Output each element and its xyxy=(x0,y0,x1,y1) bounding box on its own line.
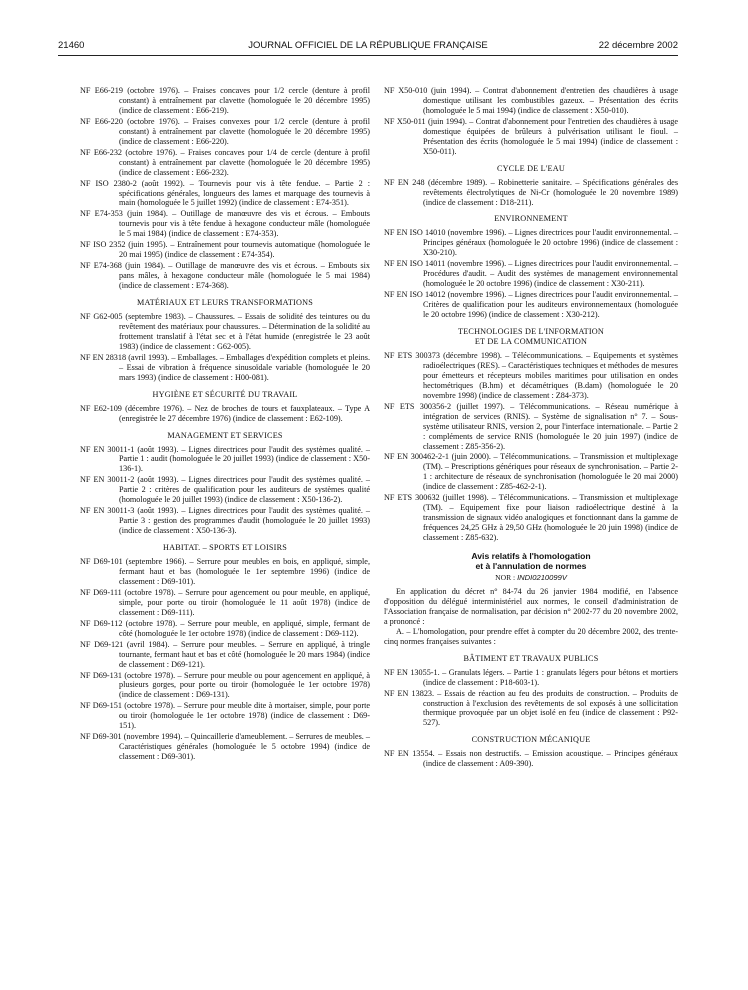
section-heading xyxy=(80,298,370,308)
page-number: 21460 xyxy=(58,40,85,51)
standard-entry: NF D69-112 (octobre 1978). – Serrure pour meuble, en appliqué, simple, fermant de côté (homologuée le 1er octobre 1978) (indice de classement : D69-112). xyxy=(80,618,370,638)
standard-entry: NF D69-121 (avril 1984). – Serrure pour meubles. – Serrure en appliqué, à tringle tournante, fermant haut et bas et côté (homologuée le 20 mars 1984) (indice de classement : D69-121). xyxy=(80,639,370,669)
standard-entry: NF E66-219 (octobre 1976). – Fraises concaves pour 1/2 cercle (denture à profil constant) à entraînement par clavette (homologuée le 20 décembre 1995) (indice de classement : E66-219). xyxy=(80,86,370,115)
section-heading-text: HABITAT. – SPORTS ET LOISIRS xyxy=(162,543,287,553)
left-column xyxy=(80,86,370,763)
nor-label: NOR : xyxy=(495,573,518,583)
standard-entry: NF EN 13823. – Essais de réaction au feu des produits de construction. – Produits de construction à l'exclusion des revêtements de sol exposés à une sollicitation thermique provoquée par un objet isolé en feu (indice de classement : P92-527). xyxy=(384,688,678,728)
journal-title: JOURNAL OFFICIEL DE LA RÉPUBLIQUE FRANÇAISE xyxy=(248,40,488,51)
standard-entry: NF D69-131 (octobre 1978). – Serrure pour meuble ou pour agencement en appliqué, à plusieurs gorges, pour porte ou tiroir (homologuée le 1er octobre 1978) (indice de classement : D69-131). xyxy=(80,670,370,700)
section-heading xyxy=(384,214,678,224)
standard-entry: NF EN ISO 14010 (novembre 1996). – Lignes directrices pour l'audit environnemental. – Principes généraux (homologuée le 20 octobre 1996) (indice de classement : X30-210). xyxy=(384,228,678,258)
notice-title xyxy=(384,551,678,571)
notice-title-line: Avis relatifs à l'homologation xyxy=(471,551,591,562)
section-heading-text: MANAGEMENT ET SERVICES xyxy=(167,430,283,440)
standard-entry: NF E74-368 (juin 1984). – Outillage de manœuvre des vis et écrous. – Embouts six pans mâles, à hexagone conducteur mâle (homologuée le 5 mai 1984) (indice de classement : E74-368). xyxy=(80,261,370,291)
standard-entry: NF EN 30011-3 (août 1993). – Lignes directrices pour l'audit des systèmes qualité. – Partie 3 : gestion des programmes d'audit (homologuée le 20 juillet 1993) (indice de classement : X50-136-3). xyxy=(80,506,370,536)
standard-entry: NF EN ISO 14011 (novembre 1996). – Lignes directrices pour l'audit environnemental. – Procédures d'audit. – Audit des systèmes de management environnemental (homologuée le 20 octobre 1996) (indice de classement : X30-211). xyxy=(384,259,678,289)
section-heading xyxy=(80,390,370,400)
section-heading-text: CONSTRUCTION MÉCANIQUE xyxy=(471,735,591,745)
section-heading-text: CYCLE DE L'EAU xyxy=(497,163,565,173)
standard-entry: NF D69-301 (novembre 1994). – Quincaillerie d'ameublement. – Serrures de meubles. – Caractéristiques générales (homologuée le 5 octobre 1994) (indice de classement : D69-301). xyxy=(80,732,370,762)
standard-entry: NF E66-232 (octobre 1976). – Fraises concaves pour 1/4 de cercle (denture à profil constant) à entraînement par clavette (homologuée le 20 décembre 1995) (indice de classement : E66-232). xyxy=(80,147,370,177)
notice-paragraph: A. – L'homologation, pour prendre effet à compter du 20 décembre 2002, des trente-cinq normes françaises suivantes : xyxy=(384,626,678,646)
standard-entry: NF X50-011 (juin 1994). – Contrat d'abonnement pour l'entretien des chaudières à usage domestique équipées de brûleurs à pulvérisation utilisant le fioul. – Présentation des écrits (homologuée le 5 mai 1994) (indice de classement : X50-011). xyxy=(384,116,678,156)
standard-entry: NF EN 30011-1 (août 1993). – Lignes directrices pour l'audit des systèmes qualité. – Partie 1 : audit (homologuée le 20 juillet 1993) (indice de classement : X50-136-1). xyxy=(80,444,370,474)
notice-paragraph: En application du décret n° 84-74 du 26 janvier 1984 modifié, en l'absence d'opposition du délégué interministériel aux normes, le conseil d'administration de l'Association française de normalisation, par décision n° 2002-77 du 20 novembre 2002, a prononcé : xyxy=(384,586,678,626)
standard-entry: NF ETS 300373 (décembre 1998). – Télécommunications. – Equipements et systèmes radioélectriques (RES). – Caractéristiques techniques et méthodes de mesures pour émetteurs et récepteurs mobiles maritimes pour utilisation en ondes hectométriques (B.hm) et décamétriques (B.dam) (homologuée le 20 novembre 1998) (indice de classement : Z84-373). xyxy=(384,350,678,400)
section-heading-text: HYGIÈNE ET SÉCURITÉ DU TRAVAIL xyxy=(152,389,298,399)
section-heading-text: ENVIRONNEMENT xyxy=(494,214,568,224)
issue-date: 22 décembre 2002 xyxy=(598,40,678,51)
standard-entry: NF X50-010 (juin 1994). – Contrat d'abonnement d'entretien des chaudières à usage domestique utilisant les combustibles gazeux. – Présentation des écrits (homologuée le 5 mai 1994) (indice de classement : X50-010). xyxy=(384,86,678,115)
section-heading xyxy=(80,543,370,553)
notice-title-line: et à l'annulation de normes xyxy=(475,561,587,572)
standard-entry: NF EN 13554. – Essais non destructifs. – Emission acoustique. – Principes généraux (indice de classement : A09-390). xyxy=(384,749,678,769)
header-rule xyxy=(58,55,678,56)
standard-entry: NF D69-101 (septembre 1966). – Serrure pour meubles en bois, en appliqué, simple, fermant haut et bas (homologuée le 1er septembre 1996) (indice de classement : D69-101). xyxy=(80,557,370,586)
section-heading xyxy=(384,735,678,745)
section-heading xyxy=(384,327,678,347)
nor-code: INDI0210099V xyxy=(517,573,567,583)
standard-entry: NF EN 13055-1. – Granulats légers. – Partie 1 : granulats légers pour bétons et mortiers (indice de classement : P18-603-1). xyxy=(384,667,678,687)
section-heading-subtext: ET DE LA COMMUNICATION xyxy=(474,336,588,346)
section-heading xyxy=(384,164,678,174)
standard-entry: NF EN 300462-2-1 (juin 2000). – Télécommunications. – Transmission et multiplexage (TM). – Prescriptions génériques pour réseaux de synchronisation. – Partie 2-1 : architecture de réseaux de synchronisation (homologuée le 20 mai 2000) (indice de classement : Z85-462-2-1). xyxy=(384,452,678,492)
section-heading-text: TECHNOLOGIES DE L'INFORMATION xyxy=(458,327,604,337)
standard-entry: NF ISO 2352 (juin 1995). – Entraînement pour tournevis automatique (homologuée le 20 mai 1995) (indice de classement : E74-354). xyxy=(80,240,370,260)
standard-entry: NF E62-109 (décembre 1976). – Nez de broches de tours et fauxplateaux. – Type A (enregistrée le 27 décembre 1976) (indice de classement : E62-109). xyxy=(80,403,370,423)
standard-entry: NF EN 248 (décembre 1989). – Robinetterie sanitaire. – Spécifications générales des revêtements électrolytiques de Ni-Cr (homologuée le 20 novembre 1989) (indice de classement : D18-211). xyxy=(384,177,678,207)
standard-entry: NF ISO 2380-2 (août 1992). – Tournevis pour vis à tête fendue. – Partie 2 : spécifications générales, longueurs des lames et marquage des tournevis à main (homologuée le 5 juillet 1992) (indice de classement : E74-351). xyxy=(80,178,370,208)
standard-entry: NF ETS 300356-2 (juillet 1997). – Télécommunications. – Réseau numérique à intégration de services (RNIS). – Système de signalisation n° 7. – Sous-système utilisateur RNIS, version 2, pour l'interface internationale. – Partie 2 : compléments de service RNIS (homologuée le 20 juin 1997) (indice de classement : Z85-356-2). xyxy=(384,401,678,451)
standard-entry: NF EN 30011-2 (août 1993). – Lignes directrices pour l'audit des systèmes qualité. – Partie 2 : critères de qualification pour les auditeurs de systèmes qualité (homologuée le 20 juillet 1993) (indice de classement : X50-136-2). xyxy=(80,475,370,505)
right-column xyxy=(384,86,678,770)
section-heading xyxy=(80,431,370,441)
section-heading xyxy=(384,654,678,664)
standard-entry: NF ETS 300632 (juillet 1998). – Télécommunications. – Transmission et multiplexage (TM). – Equipement fixe pour liaison radioélectrique destiné à la transmission de signaux vidéo analogiques et fonctionnant dans la gamme de fréquences 24,25 GHz à 29,50 GHz (homologuée le 20 juin 1998) (indice de classement : Z85-632). xyxy=(384,493,678,543)
section-heading-text: MATÉRIAUX ET LEURS TRANSFORMATIONS xyxy=(137,298,313,308)
standard-entry: NF EN ISO 14012 (novembre 1996). – Lignes directrices pour l'audit environnemental. – Critères de qualification pour les auditeurs environnementaux (homologuée le 20 octobre 1996) (indice de classement : X30-212). xyxy=(384,290,678,320)
standard-entry: NF D69-111 (octobre 1978). – Serrure pour agencement ou pour meuble, en appliqué, simple, pour porte ou tiroir (homologuée le 11 août 1978) (indice de classement : D69-111). xyxy=(80,587,370,617)
section-heading-text: BÂTIMENT ET TRAVAUX PUBLICS xyxy=(463,653,599,663)
page-header xyxy=(58,40,678,56)
standard-entry: NF EN 28318 (avril 1993). – Emballages. – Emballages d'expédition complets et pleins. – Essai de vibration à fréquence sinusoïdale variable (homologuée le 20 mars 1993) (indice de classement : H00-081). xyxy=(80,352,370,382)
standard-entry: NF E74-353 (juin 1984). – Outillage de manœuvre des vis et écrous. – Embouts tournevis pour vis à tête fendue à hexagone conducteur mâle (homologuée le 5 mai 1984) (indice de classement : E74-353). xyxy=(80,209,370,239)
nor-reference xyxy=(384,573,678,583)
standard-entry: NF D69-151 (octobre 1978). – Serrure pour meuble dite à mortaiser, simple, pour porte ou tiroir (homologuée le 1er octobre 1978) (indice de classement : D69-151). xyxy=(80,701,370,731)
standard-entry: NF G62-005 (septembre 1983). – Chaussures. – Essais de solidité des teintures ou du revêtement des matériaux pour chaussures. – Détermination de la solidité au frottement translatif à l'état sec et à l'état humide (enregistrée le 23 août 1983) (indice de classement : G62-005). xyxy=(80,312,370,351)
standard-entry: NF E66-220 (octobre 1976). – Fraises convexes pour 1/2 cercle (denture à profil constant) à entraînement par clavette (homologuée le 20 décembre 1995) (indice de classement : E66-220). xyxy=(80,116,370,146)
